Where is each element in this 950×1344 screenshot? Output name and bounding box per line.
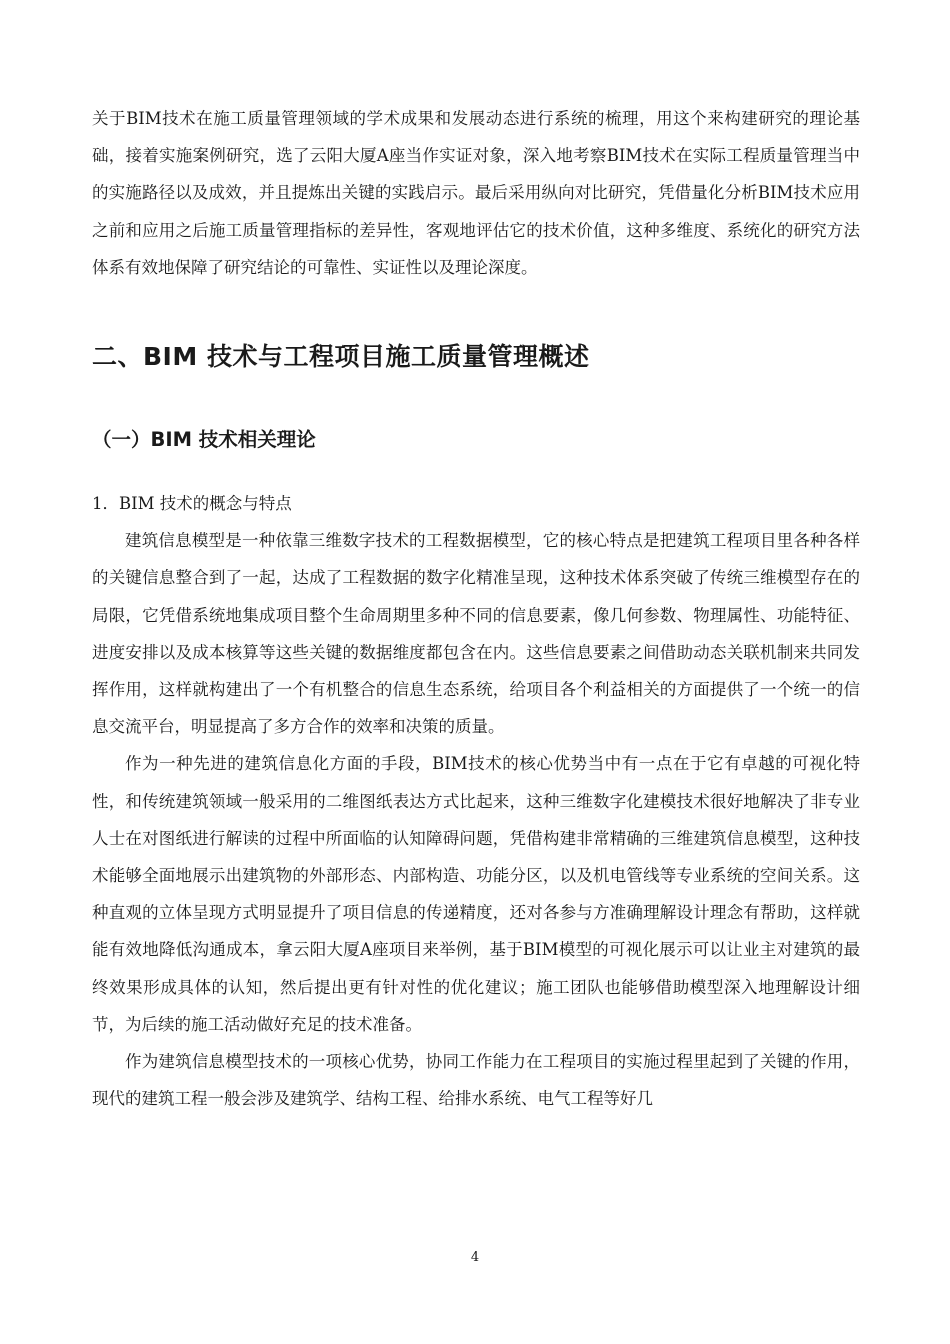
section-heading: 二、BIM 技术与工程项目施工质量管理概述 (92, 342, 590, 372)
subsection-heading: （一）BIM 技术相关理论 (92, 428, 316, 452)
document-page (92, 100, 860, 1117)
subsubsection-heading: 1．BIM 技术的概念与特点 (92, 494, 292, 514)
body-paragraph: 作为一种先进的建筑信息化方面的手段，BIM技术的核心优势当中有一点在于它有卓越的可视化特性，和传统建筑领域一般采用的二维图纸表达方式比起来，这种三维数字化建模技术很好地解决了非专业人士在对图纸进行解读的过程中所面临的认知障碍问题，凭借构建非常精确的三维建筑信息模型，这种技术能够全面地展示出建筑物的外部形态、内部构造、功能分区，以及机电管线等专业系统的空间关系。这种直观的立体呈现方式明显提升了项目信息的传递精度，还对各参与方准确理解设计理念有帮助，这样就能有效地降低沟通成本，拿云阳大厦A座项目来举例，基于BIM模型的可视化展示可以让业主对建筑的最终效果形成具体的认知，然后提出更有针对性的优化建议；施工团队也能够借助模型深入地理解设计细节，为后续的施工活动做好充足的技术准备。 (92, 754, 860, 1034)
body-paragraph: 建筑信息模型是一种依靠三维数字技术的工程数据模型，它的核心特点是把建筑工程项目里各种各样的关键信息整合到了一起，达成了工程数据的数字化精准呈现，这种技术体系突破了传统三维模型存在的局限，它凭借系统地集成项目整个生命周期里多种不同的信息要素，像几何参数、物理属性、功能特征、进度安排以及成本核算等这些关键的数据维度都包含在内。这些信息要素之间借助动态关联机制来共同发挥作用，这样就构建出了一个有机整合的信息生态系统，给项目各个利益相关的方面提供了一个统一的信息交流平台，明显提高了多方合作的效率和决策的质量。 (92, 531, 860, 737)
intro-paragraph: 关于BIM技术在施工质量管理领域的学术成果和发展动态进行系统的梳理，用这个来构建研究的理论基础，接着实施案例研究，选了云阳大厦A座当作实证对象，深入地考察BIM技术在实际工程质量管理当中的实施路径以及成效，并且提炼出关键的实践启示。最后采用纵向对比研究，凭借量化分析BIM技术应用之前和应用之后施工质量管理指标的差异性，客观地评估它的技术价值，这种多维度、系统化的研究方法体系有效地保障了研究结论的可靠性、实证性以及理论深度。 (92, 109, 860, 277)
body-paragraph: 作为建筑信息模型技术的一项核心优势，协同工作能力在工程项目的实施过程里起到了关键的作用，现代的建筑工程一般会涉及建筑学、结构工程、给排水系统、电气工程等好几 (92, 1052, 860, 1109)
page-number: 4 (470, 1250, 480, 1265)
